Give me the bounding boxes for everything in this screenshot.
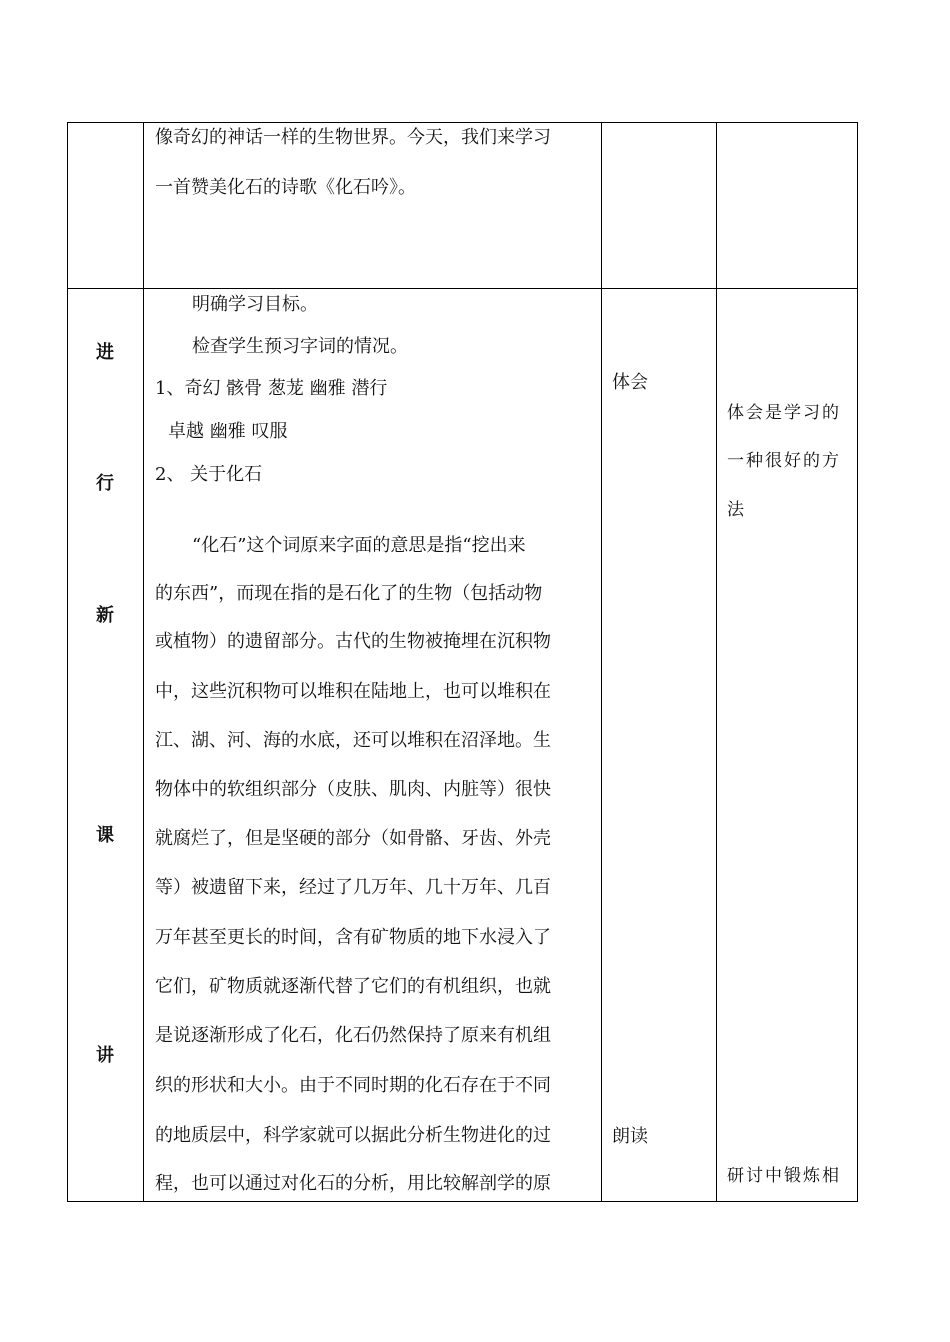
content-line: 程，也可以通过对化石的分析，用比较解剖学的原 <box>155 1173 551 1194</box>
column-divider-1 <box>143 122 144 1202</box>
stage-char: 讲 <box>96 1045 114 1066</box>
stage-char: 行 <box>96 473 114 494</box>
design-note-line: 研讨中锻炼相 <box>727 1166 841 1186</box>
content-line: 的东西”，而现在指的是石化了的生物（包括动物 <box>155 583 543 604</box>
content-line: 物体中的软组织部分（皮肤、肌肉、内脏等）很快 <box>155 779 551 800</box>
content-line: 就腐烂了，但是坚硬的部分（如骨骼、牙齿、外壳 <box>155 828 551 849</box>
content-line: 的地质层中，科学家就可以据此分析生物进化的过 <box>155 1125 551 1146</box>
stage-char: 进 <box>96 342 114 363</box>
content-line: 等）被遗留下来，经过了几万年、几十万年、几百 <box>155 877 551 898</box>
table-top-border <box>67 122 858 123</box>
table-right-border <box>857 122 858 1202</box>
design-note-line: 一种很好的方 <box>727 451 841 471</box>
row1-content-line: 一首赞美化石的诗歌《化石吟》。 <box>155 177 416 198</box>
content-line: 是说逐渐形成了化石，化石仍然保持了原来有机组 <box>155 1025 551 1046</box>
column-divider-2 <box>601 122 602 1202</box>
table-left-border <box>67 122 68 1202</box>
content-line: 江、湖、河、海的水底，还可以堆积在沼泽地。生 <box>155 730 551 751</box>
content-line: 1、奇幻 骸骨 葱茏 幽雅 潜行 <box>155 378 388 399</box>
student-activity: 体会 <box>612 372 648 393</box>
content-line: 卓越 幽雅 叹服 <box>168 421 288 442</box>
content-line: 检查学生预习字词的情况。 <box>192 336 408 357</box>
stage-char: 新 <box>96 605 114 626</box>
content-line: 织的形状和大小。由于不同时期的化石存在于不同 <box>155 1075 551 1096</box>
table-bottom-border <box>67 1201 858 1202</box>
content-line: 或植物）的遗留部分。古代的生物被掩埋在沉积物 <box>155 631 551 652</box>
content-line: “化石”这个词原来字面的意思是指“挖出来 <box>192 535 526 556</box>
student-activity: 朗读 <box>612 1126 648 1147</box>
design-note-line: 法 <box>727 500 746 520</box>
content-line: 明确学习目标。 <box>192 294 318 315</box>
row1-content-line: 像奇幻的神话一样的生物世界。今天，我们来学习 <box>155 127 551 148</box>
column-divider-3 <box>716 122 717 1202</box>
row-divider <box>67 288 858 289</box>
content-line: 它们，矿物质就逐渐代替了它们的有机组织，也就 <box>155 976 551 997</box>
content-line: 万年甚至更长的时间，含有矿物质的地下水浸入了 <box>155 927 551 948</box>
stage-char: 课 <box>96 825 114 846</box>
design-note-line: 体会是学习的 <box>727 403 841 423</box>
content-line: 中，这些沉积物可以堆积在陆地上，也可以堆积在 <box>155 681 551 702</box>
content-line: 2、 关于化石 <box>155 464 263 485</box>
